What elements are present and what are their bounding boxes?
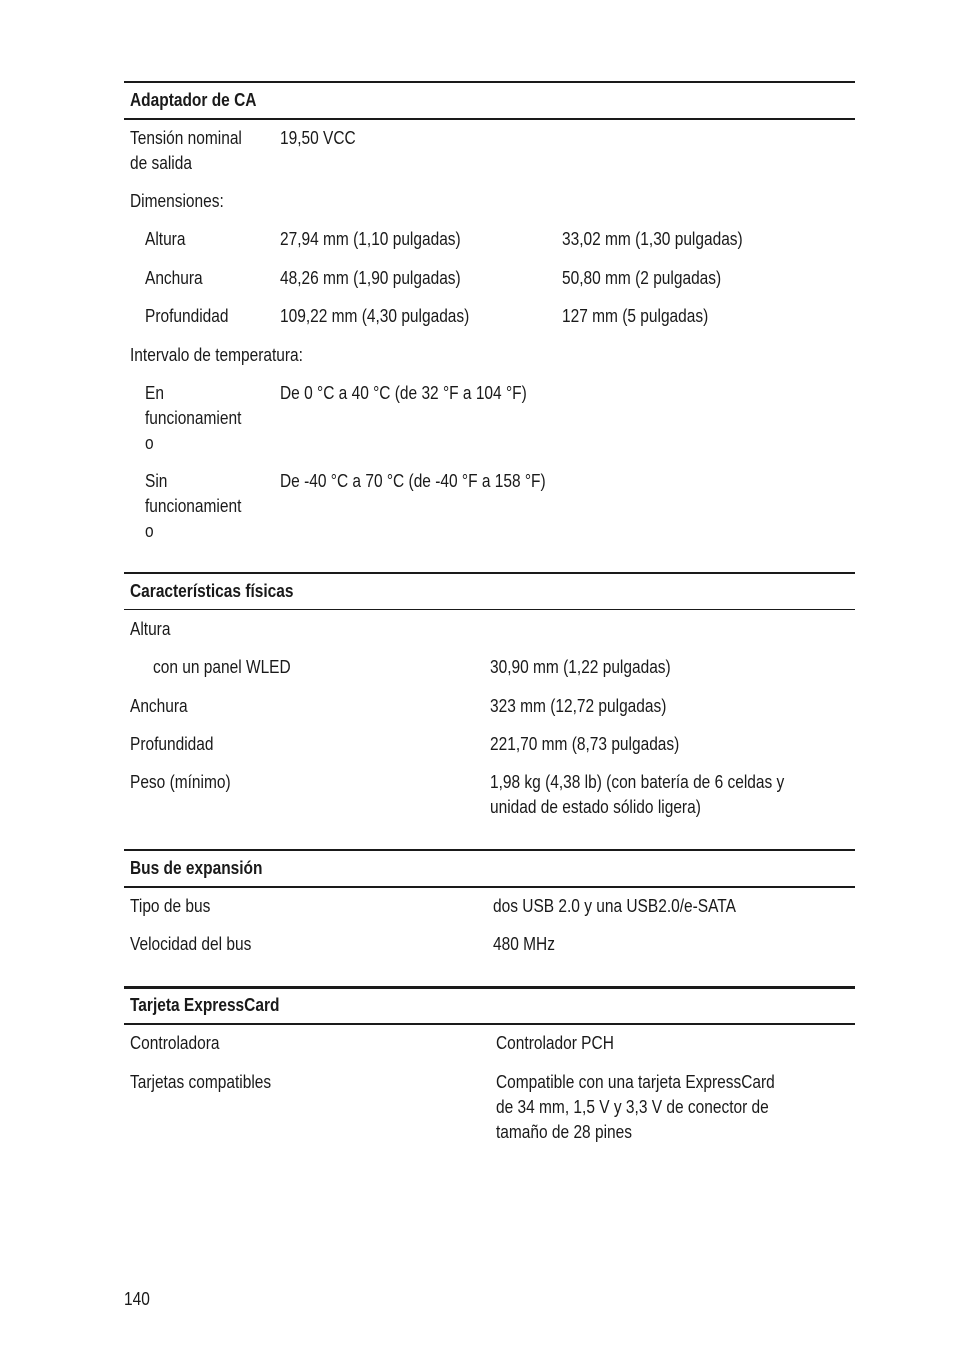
value-bus-speed: 480 MHz (493, 934, 555, 954)
label-temp-nonoperating-line1: Sin (145, 471, 168, 491)
value-wled-panel: 30,90 mm (1,22 pulgadas) (490, 657, 671, 677)
value-compatible-cards-line2: de 34 mm, 1,5 V y 3,3 V de conector de (496, 1097, 769, 1117)
value-weight-line2: unidad de estado sólido ligera) (490, 797, 701, 817)
label-dimensions: Dimensiones: (130, 191, 224, 211)
label-dim-width: Anchura (145, 268, 203, 288)
section-heading-ac-adapter: Adaptador de CA (130, 90, 257, 110)
label-dim-height: Altura (145, 229, 186, 249)
section-heading-rule (124, 886, 855, 888)
section-top-rule (124, 572, 855, 574)
label-temperature-range: Intervalo de temperatura: (130, 345, 303, 365)
value-dim-width-2: 50,80 mm (2 pulgadas) (562, 268, 722, 288)
section-top-rule (124, 986, 855, 989)
page-number: 140 (124, 1289, 150, 1309)
label-temp-operating-line2: funcionamient (145, 408, 242, 428)
value-controller: Controlador PCH (496, 1033, 614, 1053)
value-depth: 221,70 mm (8,73 pulgadas) (490, 734, 680, 754)
label-weight: Peso (mínimo) (130, 772, 231, 792)
section-heading-rule (124, 609, 855, 610)
value-dim-depth-2: 127 mm (5 pulgadas) (562, 306, 709, 326)
value-compatible-cards-line1: Compatible con una tarjeta ExpressCard (496, 1072, 775, 1092)
value-temp-nonoperating: De -40 °C a 70 °C (de -40 °F a 158 °F) (280, 471, 546, 491)
label-temp-operating-line1: En (145, 383, 164, 403)
value-dim-height-2: 33,02 mm (1,30 pulgadas) (562, 229, 743, 249)
value-weight-line1: 1,98 kg (4,38 lb) (con batería de 6 celdas y (490, 772, 785, 792)
section-heading-expresscard: Tarjeta ExpressCard (130, 995, 280, 1015)
label-temp-operating-line3: o (145, 433, 154, 453)
section-heading-physical: Características físicas (130, 581, 294, 601)
value-output-voltage: 19,50 VCC (280, 128, 356, 148)
label-width: Anchura (130, 696, 188, 716)
value-width: 323 mm (12,72 pulgadas) (490, 696, 667, 716)
label-controller: Controladora (130, 1033, 220, 1053)
label-temp-nonoperating-line2: funcionamient (145, 496, 242, 516)
value-dim-depth-1: 109,22 mm (4,30 pulgadas) (280, 306, 470, 326)
section-top-rule (124, 849, 855, 851)
label-height: Altura (130, 619, 171, 639)
label-output-voltage-line2: de salida (130, 153, 192, 173)
section-heading-rule (124, 118, 855, 120)
label-bus-type: Tipo de bus (130, 896, 211, 916)
label-bus-speed: Velocidad del bus (130, 934, 252, 954)
label-dim-depth: Profundidad (145, 306, 229, 326)
section-heading-expansion-bus: Bus de expansión (130, 858, 263, 878)
value-dim-width-1: 48,26 mm (1,90 pulgadas) (280, 268, 461, 288)
label-temp-nonoperating-line3: o (145, 521, 154, 541)
value-bus-type: dos USB 2.0 y una USB2.0/e-SATA (493, 896, 736, 916)
value-dim-height-1: 27,94 mm (1,10 pulgadas) (280, 229, 461, 249)
value-temp-operating: De 0 °C a 40 °C (de 32 °F a 104 °F) (280, 383, 527, 403)
section-top-rule (124, 81, 855, 83)
label-output-voltage-line1: Tensión nominal (130, 128, 242, 148)
value-compatible-cards-line3: tamaño de 28 pines (496, 1122, 632, 1142)
label-wled-panel: con un panel WLED (153, 657, 291, 677)
label-compatible-cards: Tarjetas compatibles (130, 1072, 272, 1092)
section-heading-rule (124, 1023, 855, 1025)
label-depth: Profundidad (130, 734, 214, 754)
